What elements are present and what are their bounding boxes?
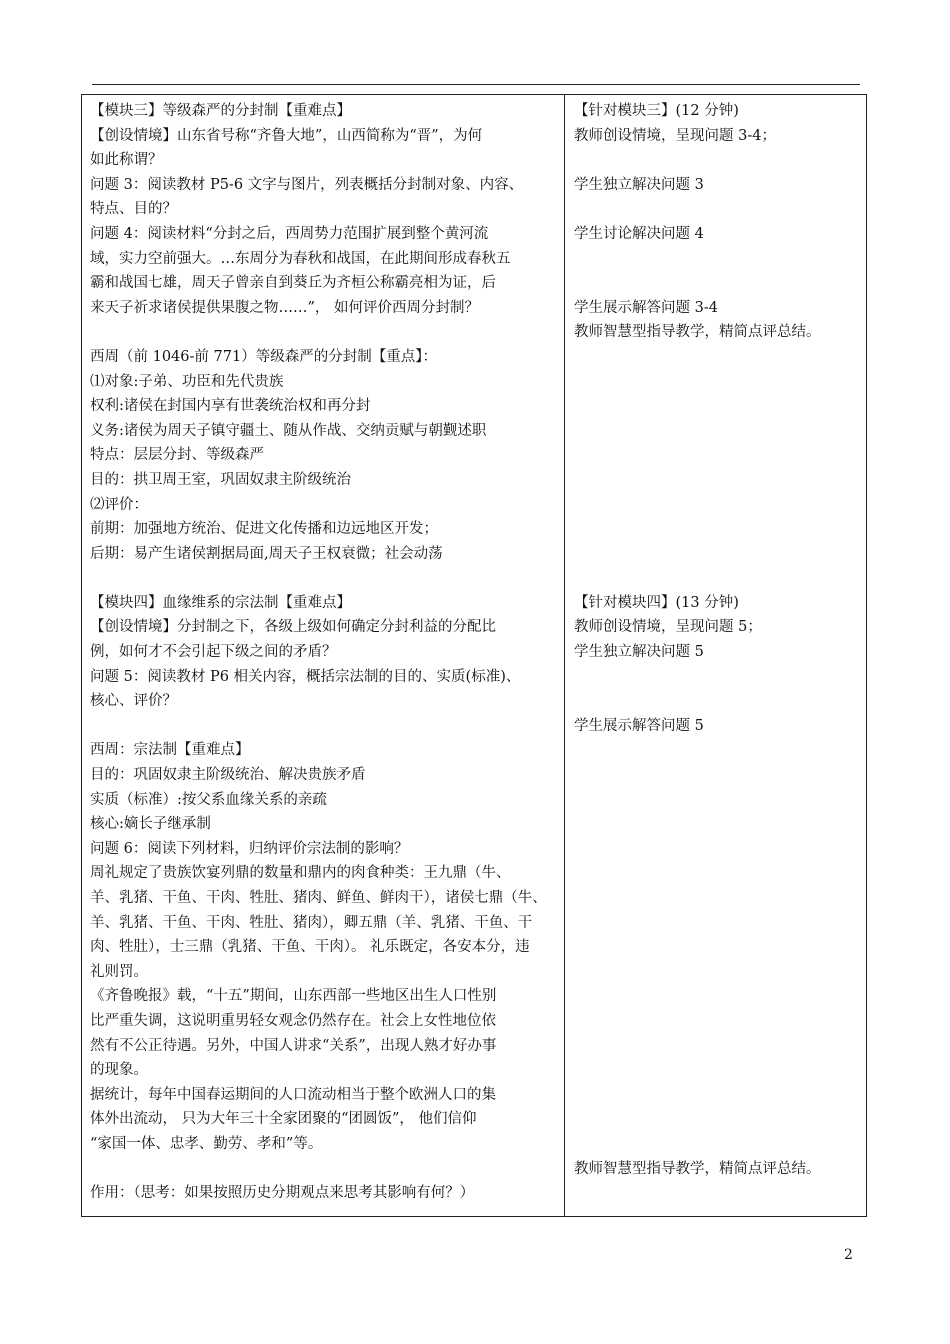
- content-line: 《齐鲁晚报》载，“十五”期间，山东西部一些地区出生人口性别: [90, 988, 497, 1005]
- activity-line: 【针对模块四】(13 分钟): [574, 594, 739, 611]
- content-line: 【创设情境】山东省号称“齐鲁大地”，山西简称为“晋”，为何: [90, 127, 483, 144]
- content-line: 核心、评价？: [90, 693, 177, 710]
- content-line: 问题 6：阅读下列材料，归纳评价宗法制的影响？: [90, 840, 409, 857]
- activity-spacer: [574, 370, 866, 395]
- content-line: 西周（前 1046-前 771）等级森严的分封制【重点】：: [90, 348, 437, 365]
- activity-spacer: [574, 1009, 866, 1034]
- content-line: 义务:诸侯为周天子镇守疆土、随从作战、交纳贡赋与朝觐述职: [90, 422, 487, 439]
- content-column: [82, 95, 565, 1216]
- teaching-activity-column: [565, 95, 866, 1216]
- content-line: 霸和战国七雄，周天子曾亲自到葵丘为齐桓公称霸亮相为证，后: [90, 275, 496, 292]
- activity-line: 教师创设情境，呈现问题 3-4；: [574, 127, 776, 144]
- activity-spacer: [574, 689, 866, 714]
- activity-spacer: [574, 419, 866, 444]
- content-line: 礼则罚。: [90, 963, 148, 980]
- content-line: 域，实力空前强大。…东周分为春秋和战国，在此期间形成春秋五: [90, 250, 511, 267]
- activity-spacer: [574, 788, 866, 813]
- content-line: 权利:诸侯在封国内享有世袭统治权和再分封: [90, 398, 371, 415]
- content-line: ⑴对象:子弟、功臣和先代贵族: [90, 373, 284, 390]
- content-line: 来天子祈求诸侯提供果腹之物……”， 如何评价西周分封制？: [90, 299, 480, 316]
- activity-spacer: [574, 738, 866, 763]
- activity-spacer: [574, 812, 866, 837]
- activity-spacer: [574, 837, 866, 862]
- activity-line: 【针对模块三】(12 分钟): [574, 103, 739, 119]
- activity-spacer: [574, 197, 866, 222]
- activity-line: 学生讨论解决问题 4: [574, 225, 704, 242]
- content-line: 羊、乳猪、干鱼、干肉、牲肚、猪肉、鲜鱼、鲜肉干），诸侯七鼎（牛、: [90, 890, 547, 906]
- content-line: 如此称谓？: [90, 152, 163, 169]
- activity-spacer: [574, 1058, 866, 1083]
- activity-spacer: [574, 517, 866, 542]
- activity-spacer: [574, 763, 866, 788]
- activity-spacer: [574, 443, 866, 468]
- activity-line: 学生展示解答问题 5: [574, 717, 704, 734]
- activity-spacer: [574, 1083, 866, 1108]
- lesson-table: [81, 94, 867, 1217]
- activity-spacer: [574, 468, 866, 493]
- content-line: 例，如何才不会引起下级之间的矛盾？: [90, 644, 337, 661]
- activity-line: 教师智慧型指导教学，精简点评总结。: [574, 324, 821, 341]
- page-number: 2: [844, 1247, 853, 1263]
- content-line: 肉、牲肚），士三鼎（乳猪、干鱼、干肉）。 礼乐既定，各安本分，违: [90, 939, 530, 956]
- activity-spacer: [574, 1107, 866, 1132]
- content-line: 问题 4：阅读材料“分封之后，西周势力范围扩展到整个黄河流: [90, 225, 489, 242]
- content-line: 目的：巩固奴隶主阶级统治、解决贵族矛盾: [90, 767, 366, 784]
- content-line: 问题 5：阅读教材 P6 相关内容，概括宗法制的目的、实质(标准)、: [90, 668, 521, 685]
- content-spacer: [90, 1157, 564, 1182]
- content-line: 特点、目的？: [90, 201, 177, 218]
- content-line: 作用：（思考：如果按照历史分期观点来思考其影响有何？）: [90, 1185, 475, 1202]
- activity-spacer: [574, 493, 866, 518]
- content-spacer: [90, 714, 564, 739]
- content-spacer: [90, 320, 564, 345]
- activity-spacer: [574, 1132, 866, 1157]
- activity-line: 教师智慧型指导教学，精简点评总结。: [574, 1160, 821, 1177]
- content-line: 【模块四】血缘维系的宗法制【重难点】: [90, 594, 351, 611]
- activity-spacer: [574, 960, 866, 985]
- content-line: 然有不公正待遇。另外，中国人讲求“关系”，出现人熟才好办事: [90, 1037, 497, 1054]
- content-line: ⑵评价：: [90, 496, 148, 513]
- header-rule: [92, 84, 860, 85]
- activity-spacer: [574, 886, 866, 911]
- activity-spacer: [574, 911, 866, 936]
- content-line: 【创设情境】分封制之下，各级上级如何确定分封利益的分配比: [90, 619, 496, 636]
- activity-spacer: [574, 247, 866, 272]
- activity-line: 学生独立解决问题 5: [574, 644, 704, 661]
- content-line: 体外出流动， 只为大年三十全家团聚的“团圆饭”， 他们信仰: [90, 1111, 477, 1128]
- content-line: 核心:嫡长子继承制: [90, 816, 211, 833]
- content-line: 羊、乳猪、干鱼、干肉、牲肚、猪肉），卿五鼎（羊、乳猪、干鱼、干: [90, 914, 533, 931]
- activity-spacer: [574, 665, 866, 690]
- activity-line: 学生独立解决问题 3: [574, 176, 704, 193]
- content-line: 比严重失调，这说明重男轻女观念仍然存在。社会上女性地位依: [90, 1012, 496, 1029]
- content-line: 周礼规定了贵族饮宴列鼎的数量和鼎内的肉食种类：王九鼎（牛、: [90, 865, 511, 882]
- activity-spacer: [574, 984, 866, 1009]
- activity-spacer: [574, 542, 866, 567]
- activity-spacer: [574, 1034, 866, 1059]
- content-line: 西周：宗法制【重难点】: [90, 742, 250, 759]
- activity-spacer: [574, 271, 866, 296]
- content-line: 特点：层层分封、等级森严: [90, 447, 264, 464]
- content-line: 前期：加强地方统治、促进文化传播和边远地区开发；: [90, 521, 438, 538]
- activity-spacer: [574, 148, 866, 173]
- activity-spacer: [574, 935, 866, 960]
- content-line: 据统计，每年中国春运期间的人口流动相当于整个欧洲人口的集: [90, 1086, 496, 1103]
- activity-spacer: [574, 861, 866, 886]
- content-line: 问题 3：阅读教材 P5-6 文字与图片，列表概括分封制对象、内容、: [90, 176, 524, 193]
- content-line: 【模块三】等级森严的分封制【重难点】: [90, 103, 351, 119]
- activity-spacer: [574, 345, 866, 370]
- activity-line: 教师创设情境，呈现问题 5；: [574, 619, 762, 636]
- content-line: 后期：易产生诸侯割据局面,周天子王权衰微；社会动荡: [90, 545, 443, 562]
- content-line: 实质（标准）:按父系血缘关系的亲疏: [90, 791, 327, 808]
- content-line: 目的：拱卫周王室，巩固奴隶主阶级统治: [90, 471, 351, 488]
- content-line: “家国一体、忠孝、勤劳、孝和”等。: [90, 1135, 323, 1152]
- content-line: 的现象。: [90, 1062, 148, 1079]
- activity-spacer: [574, 566, 866, 591]
- activity-spacer: [574, 394, 866, 419]
- content-spacer: [90, 566, 564, 591]
- activity-line: 学生展示解答问题 3-4: [574, 299, 718, 316]
